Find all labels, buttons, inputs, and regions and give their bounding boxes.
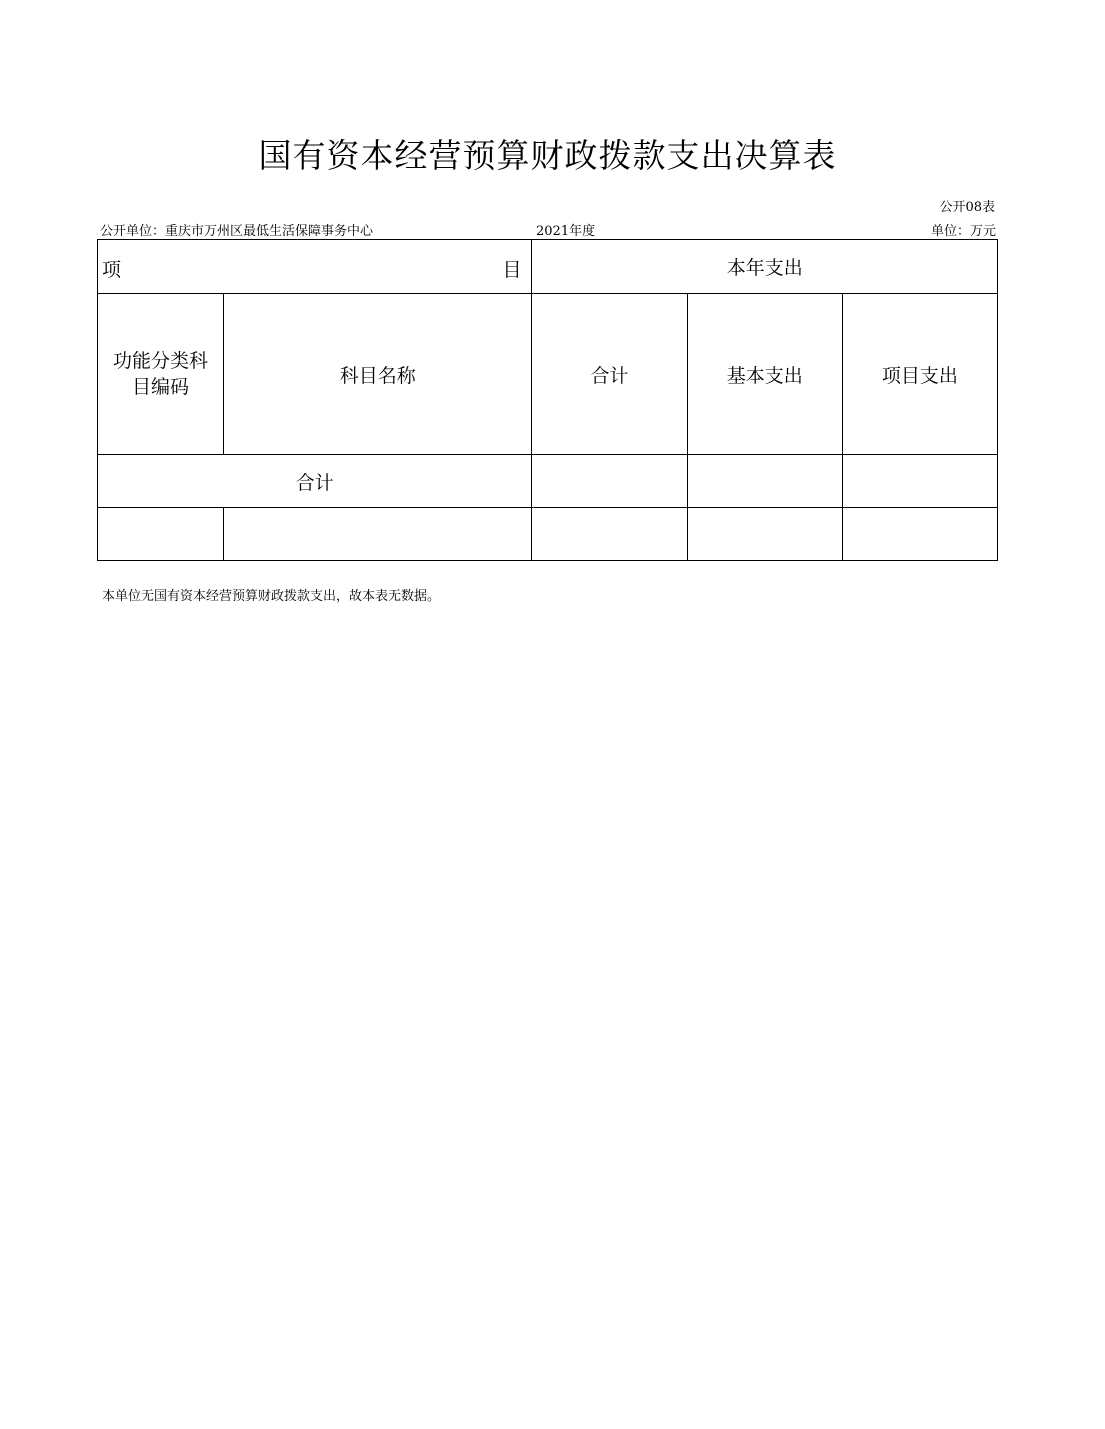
- header-item-cell: [98, 240, 532, 294]
- total-row: [98, 455, 998, 508]
- table-row: [98, 508, 998, 561]
- header-basic: 基本支出: [687, 294, 842, 455]
- form-number: 公开08表: [939, 200, 995, 215]
- row-basic: [687, 508, 842, 561]
- row-name: [224, 508, 532, 561]
- header-current-year: 本年支出: [532, 240, 998, 294]
- total-row-total: [532, 455, 687, 508]
- header-name: 科目名称: [224, 294, 532, 455]
- total-row-project: [842, 455, 997, 508]
- meta-row: [100, 220, 996, 238]
- header-total: 合计: [532, 294, 687, 455]
- total-row-basic: [687, 455, 842, 508]
- row-code: [98, 508, 224, 561]
- row-project: [842, 508, 997, 561]
- currency-unit: 单位：万元: [930, 224, 996, 239]
- table-header-row-1: [98, 240, 998, 294]
- header-project: 项目支出: [842, 294, 997, 455]
- fiscal-year: 2021年度: [536, 224, 596, 239]
- header-item-right: 目: [502, 259, 522, 281]
- reporting-unit: 公开单位：重庆市万州区最低生活保障事务中心: [100, 224, 374, 239]
- expenditure-table: [97, 239, 998, 561]
- footnote: 本单位无国有资本经营预算财政拨款支出，故本表无数据。: [102, 589, 441, 604]
- page-title: 国有资本经营预算财政拨款支出决算表: [258, 136, 837, 175]
- table-header-row-2: [98, 294, 998, 455]
- header-code-cell: [98, 294, 224, 455]
- header-item-left: 项: [102, 259, 122, 281]
- row-total: [532, 508, 687, 561]
- header-code: 功能分类科目编码: [113, 350, 209, 398]
- total-row-label: 合计: [98, 455, 532, 508]
